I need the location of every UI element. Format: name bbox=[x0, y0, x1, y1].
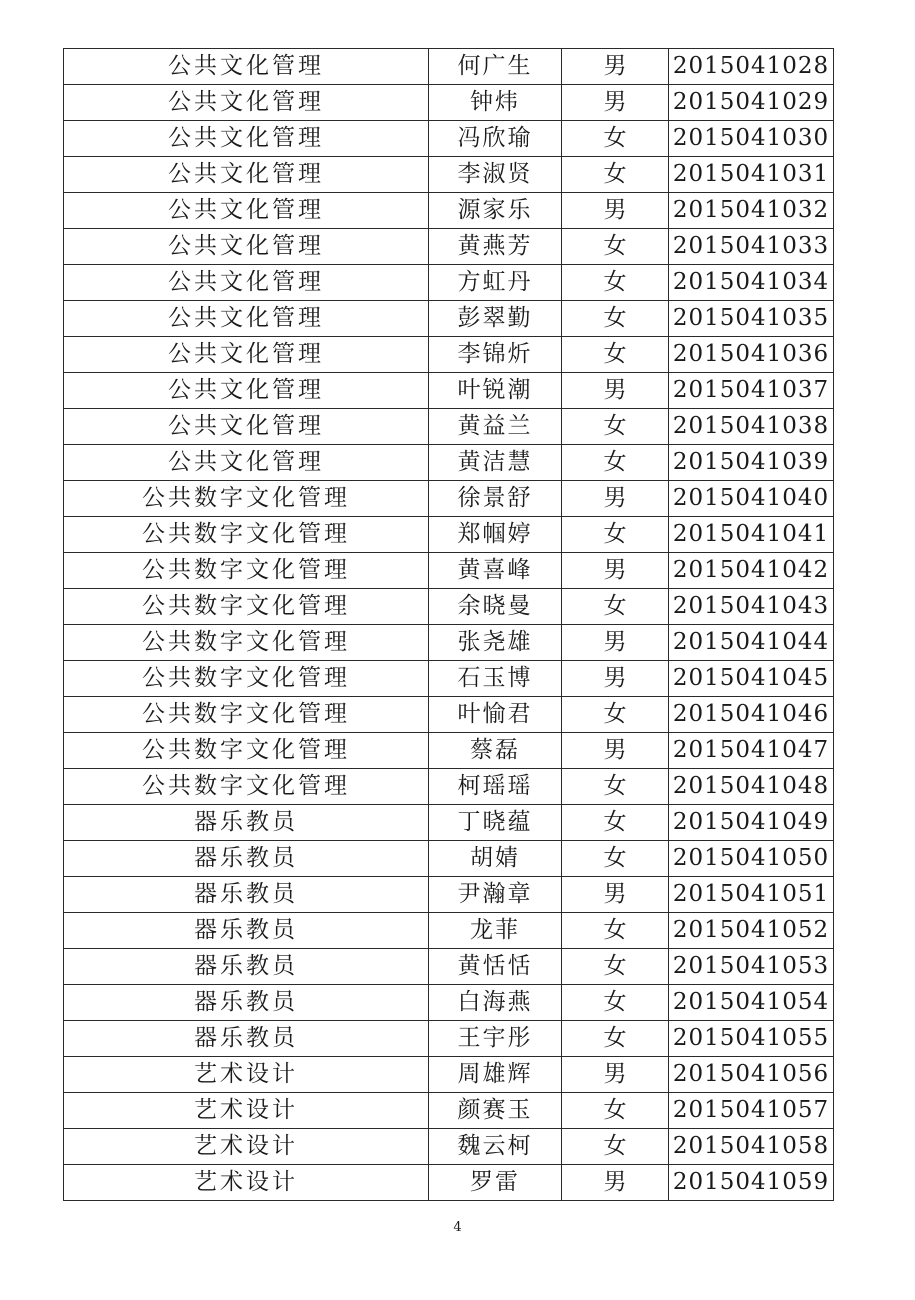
major-cell: 艺术设计 bbox=[64, 1093, 429, 1129]
id-cell: 2015041046 bbox=[669, 697, 834, 733]
gender-cell: 男 bbox=[562, 1165, 669, 1201]
table-row bbox=[64, 769, 834, 805]
table-row bbox=[64, 1093, 834, 1129]
gender-cell: 女 bbox=[562, 157, 669, 193]
major-cell: 器乐教员 bbox=[64, 877, 429, 913]
major-cell: 公共文化管理 bbox=[64, 301, 429, 337]
gender-cell: 男 bbox=[562, 733, 669, 769]
id-cell: 2015041051 bbox=[669, 877, 834, 913]
major-cell: 公共文化管理 bbox=[64, 229, 429, 265]
name-cell: 周雄辉 bbox=[429, 1057, 562, 1093]
name-cell: 黄燕芳 bbox=[429, 229, 562, 265]
major-cell: 公共文化管理 bbox=[64, 157, 429, 193]
name-cell: 张尧雄 bbox=[429, 625, 562, 661]
gender-cell: 女 bbox=[562, 1129, 669, 1165]
table-row bbox=[64, 661, 834, 697]
id-cell: 2015041030 bbox=[669, 121, 834, 157]
major-cell: 公共文化管理 bbox=[64, 193, 429, 229]
table-row bbox=[64, 877, 834, 913]
major-cell: 公共数字文化管理 bbox=[64, 733, 429, 769]
table-row bbox=[64, 265, 834, 301]
gender-cell: 女 bbox=[562, 805, 669, 841]
table-row bbox=[64, 445, 834, 481]
gender-cell: 女 bbox=[562, 229, 669, 265]
gender-cell: 女 bbox=[562, 949, 669, 985]
table-row bbox=[64, 985, 834, 1021]
gender-cell: 女 bbox=[562, 517, 669, 553]
gender-cell: 男 bbox=[562, 625, 669, 661]
major-cell: 器乐教员 bbox=[64, 949, 429, 985]
name-cell: 胡婧 bbox=[429, 841, 562, 877]
table-row bbox=[64, 409, 834, 445]
id-cell: 2015041029 bbox=[669, 85, 834, 121]
id-cell: 2015041040 bbox=[669, 481, 834, 517]
name-cell: 徐景舒 bbox=[429, 481, 562, 517]
table-row bbox=[64, 805, 834, 841]
major-cell: 公共数字文化管理 bbox=[64, 481, 429, 517]
major-cell: 器乐教员 bbox=[64, 1021, 429, 1057]
table-row bbox=[64, 121, 834, 157]
gender-cell: 男 bbox=[562, 481, 669, 517]
gender-cell: 男 bbox=[562, 1057, 669, 1093]
name-cell: 彭翠勤 bbox=[429, 301, 562, 337]
major-cell: 公共数字文化管理 bbox=[64, 517, 429, 553]
name-cell: 方虹丹 bbox=[429, 265, 562, 301]
name-cell: 余晓曼 bbox=[429, 589, 562, 625]
name-cell: 龙菲 bbox=[429, 913, 562, 949]
id-cell: 2015041041 bbox=[669, 517, 834, 553]
table-row bbox=[64, 301, 834, 337]
gender-cell: 男 bbox=[562, 877, 669, 913]
table-row bbox=[64, 625, 834, 661]
gender-cell: 女 bbox=[562, 121, 669, 157]
table-row bbox=[64, 553, 834, 589]
roster-table bbox=[63, 48, 834, 1201]
page-number: 4 bbox=[453, 1220, 462, 1235]
major-cell: 器乐教员 bbox=[64, 805, 429, 841]
name-cell: 蔡磊 bbox=[429, 733, 562, 769]
table-row bbox=[64, 841, 834, 877]
gender-cell: 女 bbox=[562, 985, 669, 1021]
id-cell: 2015041032 bbox=[669, 193, 834, 229]
name-cell: 钟炜 bbox=[429, 85, 562, 121]
id-cell: 2015041058 bbox=[669, 1129, 834, 1165]
name-cell: 源家乐 bbox=[429, 193, 562, 229]
id-cell: 2015041049 bbox=[669, 805, 834, 841]
gender-cell: 男 bbox=[562, 661, 669, 697]
name-cell: 魏云柯 bbox=[429, 1129, 562, 1165]
table-row bbox=[64, 913, 834, 949]
name-cell: 黄恬恬 bbox=[429, 949, 562, 985]
roster-body bbox=[64, 49, 834, 1201]
name-cell: 黄洁慧 bbox=[429, 445, 562, 481]
table-row bbox=[64, 1165, 834, 1201]
id-cell: 2015041047 bbox=[669, 733, 834, 769]
id-cell: 2015041048 bbox=[669, 769, 834, 805]
name-cell: 叶愉君 bbox=[429, 697, 562, 733]
id-cell: 2015041034 bbox=[669, 265, 834, 301]
table-row bbox=[64, 337, 834, 373]
table-row bbox=[64, 697, 834, 733]
table-row bbox=[64, 517, 834, 553]
major-cell: 公共文化管理 bbox=[64, 445, 429, 481]
name-cell: 柯瑶瑶 bbox=[429, 769, 562, 805]
table-row bbox=[64, 229, 834, 265]
major-cell: 公共文化管理 bbox=[64, 121, 429, 157]
id-cell: 2015041043 bbox=[669, 589, 834, 625]
major-cell: 公共数字文化管理 bbox=[64, 553, 429, 589]
major-cell: 公共数字文化管理 bbox=[64, 769, 429, 805]
major-cell: 公共数字文化管理 bbox=[64, 589, 429, 625]
name-cell: 石玉博 bbox=[429, 661, 562, 697]
name-cell: 王宇彤 bbox=[429, 1021, 562, 1057]
name-cell: 丁晓蕴 bbox=[429, 805, 562, 841]
name-cell: 郑帼婷 bbox=[429, 517, 562, 553]
gender-cell: 女 bbox=[562, 301, 669, 337]
major-cell: 公共文化管理 bbox=[64, 85, 429, 121]
table-row bbox=[64, 85, 834, 121]
name-cell: 黄益兰 bbox=[429, 409, 562, 445]
gender-cell: 男 bbox=[562, 49, 669, 85]
name-cell: 黄喜峰 bbox=[429, 553, 562, 589]
name-cell: 罗雷 bbox=[429, 1165, 562, 1201]
gender-cell: 女 bbox=[562, 589, 669, 625]
gender-cell: 女 bbox=[562, 409, 669, 445]
id-cell: 2015041037 bbox=[669, 373, 834, 409]
major-cell: 公共数字文化管理 bbox=[64, 625, 429, 661]
gender-cell: 女 bbox=[562, 697, 669, 733]
gender-cell: 女 bbox=[562, 1021, 669, 1057]
id-cell: 2015041035 bbox=[669, 301, 834, 337]
table-row bbox=[64, 193, 834, 229]
id-cell: 2015041031 bbox=[669, 157, 834, 193]
gender-cell: 女 bbox=[562, 445, 669, 481]
name-cell: 冯欣瑜 bbox=[429, 121, 562, 157]
id-cell: 2015041042 bbox=[669, 553, 834, 589]
name-cell: 颜赛玉 bbox=[429, 1093, 562, 1129]
name-cell: 何广生 bbox=[429, 49, 562, 85]
name-cell: 李淑贤 bbox=[429, 157, 562, 193]
gender-cell: 女 bbox=[562, 841, 669, 877]
id-cell: 2015041052 bbox=[669, 913, 834, 949]
major-cell: 艺术设计 bbox=[64, 1057, 429, 1093]
table-row bbox=[64, 373, 834, 409]
gender-cell: 女 bbox=[562, 265, 669, 301]
table-row bbox=[64, 481, 834, 517]
major-cell: 公共数字文化管理 bbox=[64, 661, 429, 697]
table-row bbox=[64, 949, 834, 985]
major-cell: 器乐教员 bbox=[64, 913, 429, 949]
id-cell: 2015041039 bbox=[669, 445, 834, 481]
id-cell: 2015041053 bbox=[669, 949, 834, 985]
id-cell: 2015041028 bbox=[669, 49, 834, 85]
major-cell: 公共文化管理 bbox=[64, 373, 429, 409]
major-cell: 艺术设计 bbox=[64, 1129, 429, 1165]
name-cell: 叶锐潮 bbox=[429, 373, 562, 409]
table-row bbox=[64, 589, 834, 625]
id-cell: 2015041036 bbox=[669, 337, 834, 373]
gender-cell: 女 bbox=[562, 769, 669, 805]
table-row bbox=[64, 1129, 834, 1165]
gender-cell: 男 bbox=[562, 373, 669, 409]
major-cell: 公共文化管理 bbox=[64, 337, 429, 373]
major-cell: 艺术设计 bbox=[64, 1165, 429, 1201]
gender-cell: 女 bbox=[562, 913, 669, 949]
major-cell: 器乐教员 bbox=[64, 985, 429, 1021]
gender-cell: 男 bbox=[562, 553, 669, 589]
id-cell: 2015041059 bbox=[669, 1165, 834, 1201]
id-cell: 2015041054 bbox=[669, 985, 834, 1021]
major-cell: 公共数字文化管理 bbox=[64, 697, 429, 733]
id-cell: 2015041056 bbox=[669, 1057, 834, 1093]
id-cell: 2015041045 bbox=[669, 661, 834, 697]
major-cell: 器乐教员 bbox=[64, 841, 429, 877]
id-cell: 2015041038 bbox=[669, 409, 834, 445]
id-cell: 2015041044 bbox=[669, 625, 834, 661]
table-row bbox=[64, 157, 834, 193]
gender-cell: 男 bbox=[562, 193, 669, 229]
table-row bbox=[64, 49, 834, 85]
gender-cell: 男 bbox=[562, 85, 669, 121]
id-cell: 2015041033 bbox=[669, 229, 834, 265]
id-cell: 2015041055 bbox=[669, 1021, 834, 1057]
id-cell: 2015041050 bbox=[669, 841, 834, 877]
gender-cell: 女 bbox=[562, 1093, 669, 1129]
id-cell: 2015041057 bbox=[669, 1093, 834, 1129]
name-cell: 尹瀚章 bbox=[429, 877, 562, 913]
name-cell: 李锦炘 bbox=[429, 337, 562, 373]
gender-cell: 女 bbox=[562, 337, 669, 373]
table-row bbox=[64, 1021, 834, 1057]
major-cell: 公共文化管理 bbox=[64, 49, 429, 85]
table-row bbox=[64, 1057, 834, 1093]
major-cell: 公共文化管理 bbox=[64, 265, 429, 301]
major-cell: 公共文化管理 bbox=[64, 409, 429, 445]
name-cell: 白海燕 bbox=[429, 985, 562, 1021]
table-row bbox=[64, 733, 834, 769]
